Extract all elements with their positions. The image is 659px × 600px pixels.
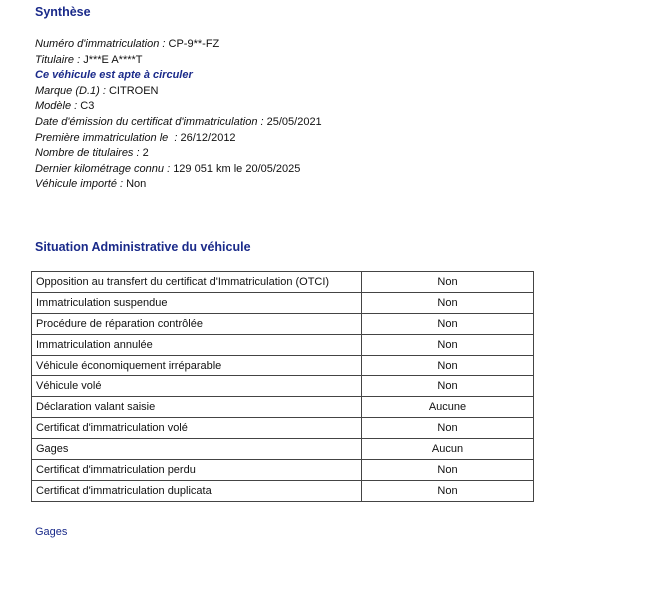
emission-value: 25/05/2021 — [266, 115, 322, 128]
immat-row — [35, 37, 322, 53]
row-label: Véhicule économiquement irréparable — [32, 355, 362, 376]
premiere-row — [35, 131, 322, 147]
row-label: Certificat d'immatriculation perdu — [32, 460, 362, 481]
titulaire-value: J***E A****T — [83, 53, 143, 66]
titulaire-label: Titulaire : — [35, 53, 84, 66]
modele-row — [35, 99, 322, 115]
gages-link[interactable]: Gages — [35, 526, 68, 538]
row-value: Non — [362, 376, 534, 397]
nb-titulaires-value: 2 — [142, 147, 149, 160]
immat-value: CP-9**-FZ — [168, 38, 220, 50]
table-row — [32, 480, 534, 501]
emission-row — [35, 115, 322, 131]
synthese-info — [35, 37, 322, 193]
table-row — [32, 334, 534, 355]
titulaire-row — [35, 53, 322, 69]
emission-label: Date d'émission du certificat d'immatriculation : — [35, 115, 267, 128]
importe-value: Non — [126, 178, 147, 191]
row-value: Non — [362, 292, 534, 313]
modele-label: Modèle : — [35, 100, 81, 113]
nb-titulaires-label: Nombre de titulaires : — [35, 147, 143, 160]
row-value: Non — [362, 313, 534, 334]
table-row — [32, 439, 534, 460]
row-value: Non — [362, 460, 534, 481]
row-value: Non — [362, 334, 534, 355]
table-row — [32, 460, 534, 481]
immat-label: Numéro d'immatriculation : — [35, 38, 169, 50]
table-row — [32, 418, 534, 439]
row-label: Opposition au transfert du certificat d'Immatriculation (OTCI) — [32, 272, 362, 293]
row-value: Aucun — [362, 439, 534, 460]
synthese-title: Synthèse — [35, 5, 91, 19]
marque-value: CITROEN — [108, 84, 159, 97]
table-row — [32, 376, 534, 397]
importe-row — [35, 177, 322, 193]
admin-title: Situation Administrative du véhicule — [35, 240, 251, 254]
marque-label: Marque (D.1) : — [35, 84, 109, 97]
apte-status: Ce véhicule est apte à circuler — [35, 69, 193, 82]
row-label: Gages — [32, 439, 362, 460]
row-label: Certificat d'immatriculation volé — [32, 418, 362, 439]
table-row — [32, 313, 534, 334]
row-label: Véhicule volé — [32, 376, 362, 397]
row-value: Non — [362, 480, 534, 501]
row-value: Aucune — [362, 397, 534, 418]
km-label: Dernier kilométrage connu : — [35, 162, 174, 175]
km-row — [35, 162, 322, 178]
nb-titulaires-row — [35, 146, 322, 162]
row-label: Certificat d'immatriculation duplicata — [32, 480, 362, 501]
row-label: Procédure de réparation contrôlée — [32, 313, 362, 334]
row-label: Déclaration valant saisie — [32, 397, 362, 418]
importe-label: Véhicule importé : — [35, 178, 127, 191]
admin-table — [31, 271, 534, 502]
row-label: Immatriculation suspendue — [32, 292, 362, 313]
premiere-label: Première immatriculation le : — [35, 131, 181, 144]
row-label: Immatriculation annulée — [32, 334, 362, 355]
row-value: Non — [362, 355, 534, 376]
table-row — [32, 355, 534, 376]
table-row — [32, 292, 534, 313]
table-row — [32, 272, 534, 293]
table-row — [32, 397, 534, 418]
modele-value: C3 — [80, 100, 95, 113]
row-value: Non — [362, 272, 534, 293]
km-value: 129 051 km le 20/05/2025 — [173, 162, 301, 175]
premiere-value: 26/12/2012 — [180, 131, 236, 144]
row-value: Non — [362, 418, 534, 439]
marque-row — [35, 84, 322, 100]
